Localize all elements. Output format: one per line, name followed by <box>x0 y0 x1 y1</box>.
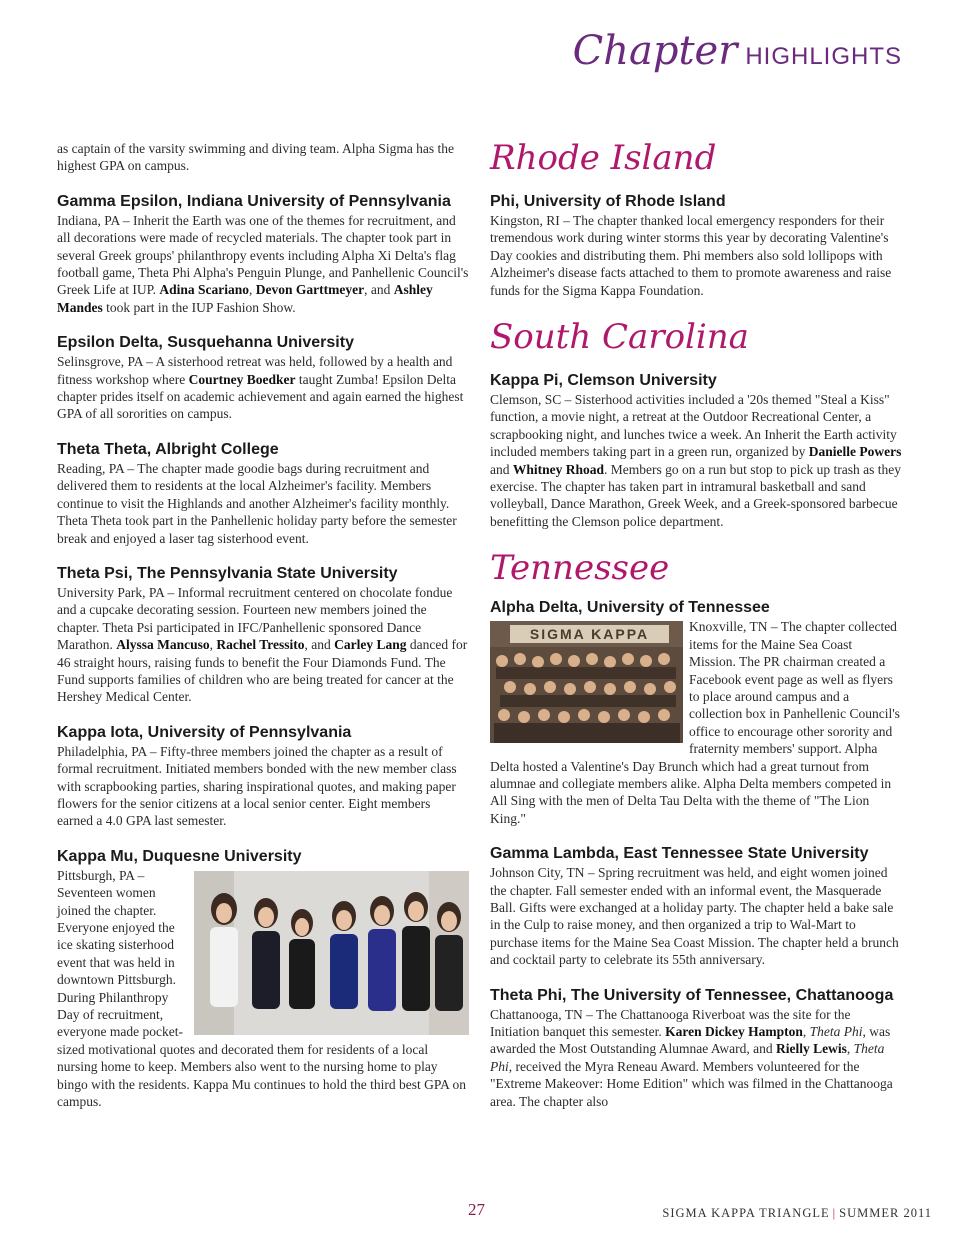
footer-magazine-title: SIGMA KAPPA TRIANGLE | SUMMER 2011 <box>662 1206 932 1220</box>
article-title: Epsilon Delta, Susquehanna University <box>57 334 354 352</box>
state-heading-tennessee: Tennessee <box>490 548 670 589</box>
article-phi <box>490 192 902 299</box>
member-name: Alyssa Mancuso <box>116 637 210 653</box>
article-body: Kingston, RI – The chapter thanked local emergency responders for their tremendous work during winter storms this year by decorating Valentine's Day cookies and distributing them. Phi members also sold lollipops with Alzheimer's disease facts attached to them to promote awareness and raise funds for the Sigma Kappa Foundation. <box>490 213 892 298</box>
kappa-mu-photo <box>194 871 469 1035</box>
member-name: Devon Garttmeyer <box>255 282 365 298</box>
left-column <box>57 140 469 1110</box>
article-body: Philadelphia, PA – Fifty-three members joined the chapter as a result of formal recruitment. Initiated members bonded with the new member class with scrapbooking parties, sharing inspirational quotes, and making paper flowers for the senior citizens at a local senior center. Eight members earned a 4.0 GPA last semester. <box>57 743 457 829</box>
article-title: Gamma Epsilon, Indiana University of Pennsylvania <box>57 192 451 210</box>
article-kappa-iota <box>57 723 469 830</box>
article-title: Theta Theta, Albright College <box>57 440 279 458</box>
header-caps-word: HIGHLIGHTS <box>745 43 902 70</box>
member-name: Rachel Tressito <box>216 637 305 653</box>
header-script-word: Chapter <box>572 28 738 74</box>
article-theta-phi <box>490 986 902 1110</box>
article-body: Indiana, PA – Inherit the Earth was one of the themes for recruitment, and all decorations were made of recycled materials. The chapter took part in several Greek groups' philanthropy events including Alpha Xi Delta's flag football game, Theta Phi Alpha's Penguin Plunge, and Panhellenic Council's Greek Life at IUP. Adina Scariano, Devon Garttmeyer, and Ashley Mandes took part in the IUP Fashion Show. <box>57 212 469 315</box>
article-gamma-lambda <box>490 844 902 968</box>
alpha-delta-photo <box>490 621 683 743</box>
article-title: Kappa Pi, Clemson University <box>490 372 717 390</box>
member-name: Ashley Mandes <box>57 282 433 315</box>
article-body: University Park, PA – Informal recruitment centered on chocolate fondue and a cupcake decorating session. Fourteen new members joined the chapter. Theta Psi participated in IFC/Panhellenic sponsored Dance Marathon. Alyssa Mancuso, Rachel Tressito, and Carley Lang danced for 46 straight hours, raising funds to benefit the Four Diamonds Fund. The Fund supports families of children who are being treated for cancer at the Hershey Medical Center. <box>57 584 468 705</box>
page-header <box>573 28 902 74</box>
right-column <box>490 140 902 1110</box>
article-body: Selinsgrove, PA – A sisterhood retreat was held, followed by a health and fitness workshop where Courtney Boedker taught Zumba! Epsilon Delta chapter prides itself on academic achievement and again earned the highest GPA of all sororities on campus. <box>57 354 464 422</box>
article-title: Kappa Iota, University of Pennsylvania <box>57 723 352 741</box>
member-name: Courtney Boedker <box>188 371 296 387</box>
article-gamma-epsilon <box>57 192 469 316</box>
article-theta-psi <box>57 564 469 706</box>
member-name: Danielle Powers <box>808 444 902 460</box>
group-photo-image <box>194 871 469 1035</box>
article-alpha-delta <box>490 598 902 827</box>
intro-paragraph: as captain of the varsity swimming and diving team. Alpha Sigma has the highest GPA on campus. <box>57 141 455 174</box>
page-number: 27 <box>468 1200 485 1219</box>
article-title: Theta Psi, The Pennsylvania State University <box>57 564 398 582</box>
state-heading-rhode-island: Rhode Island <box>490 138 717 178</box>
article-theta-theta <box>57 440 469 547</box>
article-title: Gamma Lambda, East Tennessee State University <box>490 845 869 863</box>
article-kappa-pi <box>490 371 902 530</box>
article-title: Phi, University of Rhode Island <box>490 193 726 210</box>
state-heading-south-carolina: South Carolina <box>490 317 749 358</box>
article-kappa-mu <box>57 847 469 1111</box>
article-title: Alpha Delta, University of Tennessee <box>490 599 770 617</box>
article-body: Chattanooga, TN – The Chattanooga Riverboat was the site for the Initiation banquet this semester. Karen Dickey Hampton, Theta Phi, was awarded the Most Outstanding Alumnae Award, and Rielly Lewis, Theta Phi, received the Myra Reneau Award. Members volunteered for the "Extreme Makeover: Home Edition" which was filmed in the Chattanooga area. The chapter also <box>490 1006 893 1109</box>
member-name: Carley Lang <box>334 637 407 653</box>
article-body: Knoxville, TN – The chapter collected items for the Maine Sea Coast Mission. The PR chairman created a Facebook event page as well as flyers to place around campus and a collection box in Panhellenic Council's office to encourage other sorority and fraternity members' support. Alpha Delta hosted a Valentine's Day Brunch which had a great turnout from alumnae and collegiate members alike. Alpha Delta members competed in All Sing with the men of Delta Tau Delta with the theme of "The Lion King." <box>490 619 900 826</box>
member-name: Adina Scariano <box>159 282 249 298</box>
article-epsilon-delta <box>57 333 469 423</box>
article-body: Pittsburgh, PA – Seventeen women joined the chapter. Everyone enjoyed the ice skating sisterhood event that was held in downtown Pittsburgh. During Philanthropy Day of recruitment, everyone made pocket-sized motivational quotes and decorated them for residents of a local nursing home to keep. Members also went to the nursing home to play bingo with the residents. Kappa Mu continues to hold the third best GPA on campus. <box>57 867 466 1110</box>
crowd-photo-image <box>490 647 683 743</box>
photo-banner-text: SIGMA KAPPA <box>510 625 669 643</box>
member-name: Whitney Rhoad <box>512 461 605 477</box>
article-title: Kappa Mu, Duquesne University <box>57 847 302 865</box>
article-body: Reading, PA – The chapter made goodie bags during recruitment and delivered them to residents at the local Alzheimer's facility. Members continue to visit the Highlands and another Alzheimer's facility monthly. Theta Theta took part in the Panhellenic holiday party before the semester break and enjoyed a laser tag sisterhood event. <box>57 460 457 546</box>
member-name: Karen Dickey Hampton <box>665 1024 803 1039</box>
article-title: Theta Phi, The University of Tennessee, Chattanooga <box>490 986 894 1004</box>
article-body: Clemson, SC – Sisterhood activities included a '20s themed "Steal a Kiss" function, a movie night, a retreat at the Outdoor Recreational Center, a scrapbooking night, and lunches twice a week. An Inherit the Earth activity included members taking part in a green run, organized by Danielle Powers and Whitney Rhoad. Members go on a run but stop to pick up trash as they exercise. The chapter has taken part in intramural basketball and sand volleyball, Dance Marathon, Greek Week, and a Greek-sponsored barbecue benefitting the Clemson police department. <box>490 392 902 529</box>
article-body: Johnson City, TN – Spring recruitment was held, and eight women joined the chapter. Fall semester ended with an informal event, the Masquerade Ball. Gifts were exchanged at a holiday party. The chapter held a bake sale in the Culp to raise money, and then organized a trip to Wal-Mart to purchase items for the Maine Sea Coast Mission. The chapter held a brunch and cocktail party to celebrate its 55th anniversary. <box>490 865 899 968</box>
member-name: Rielly Lewis <box>775 1041 847 1057</box>
